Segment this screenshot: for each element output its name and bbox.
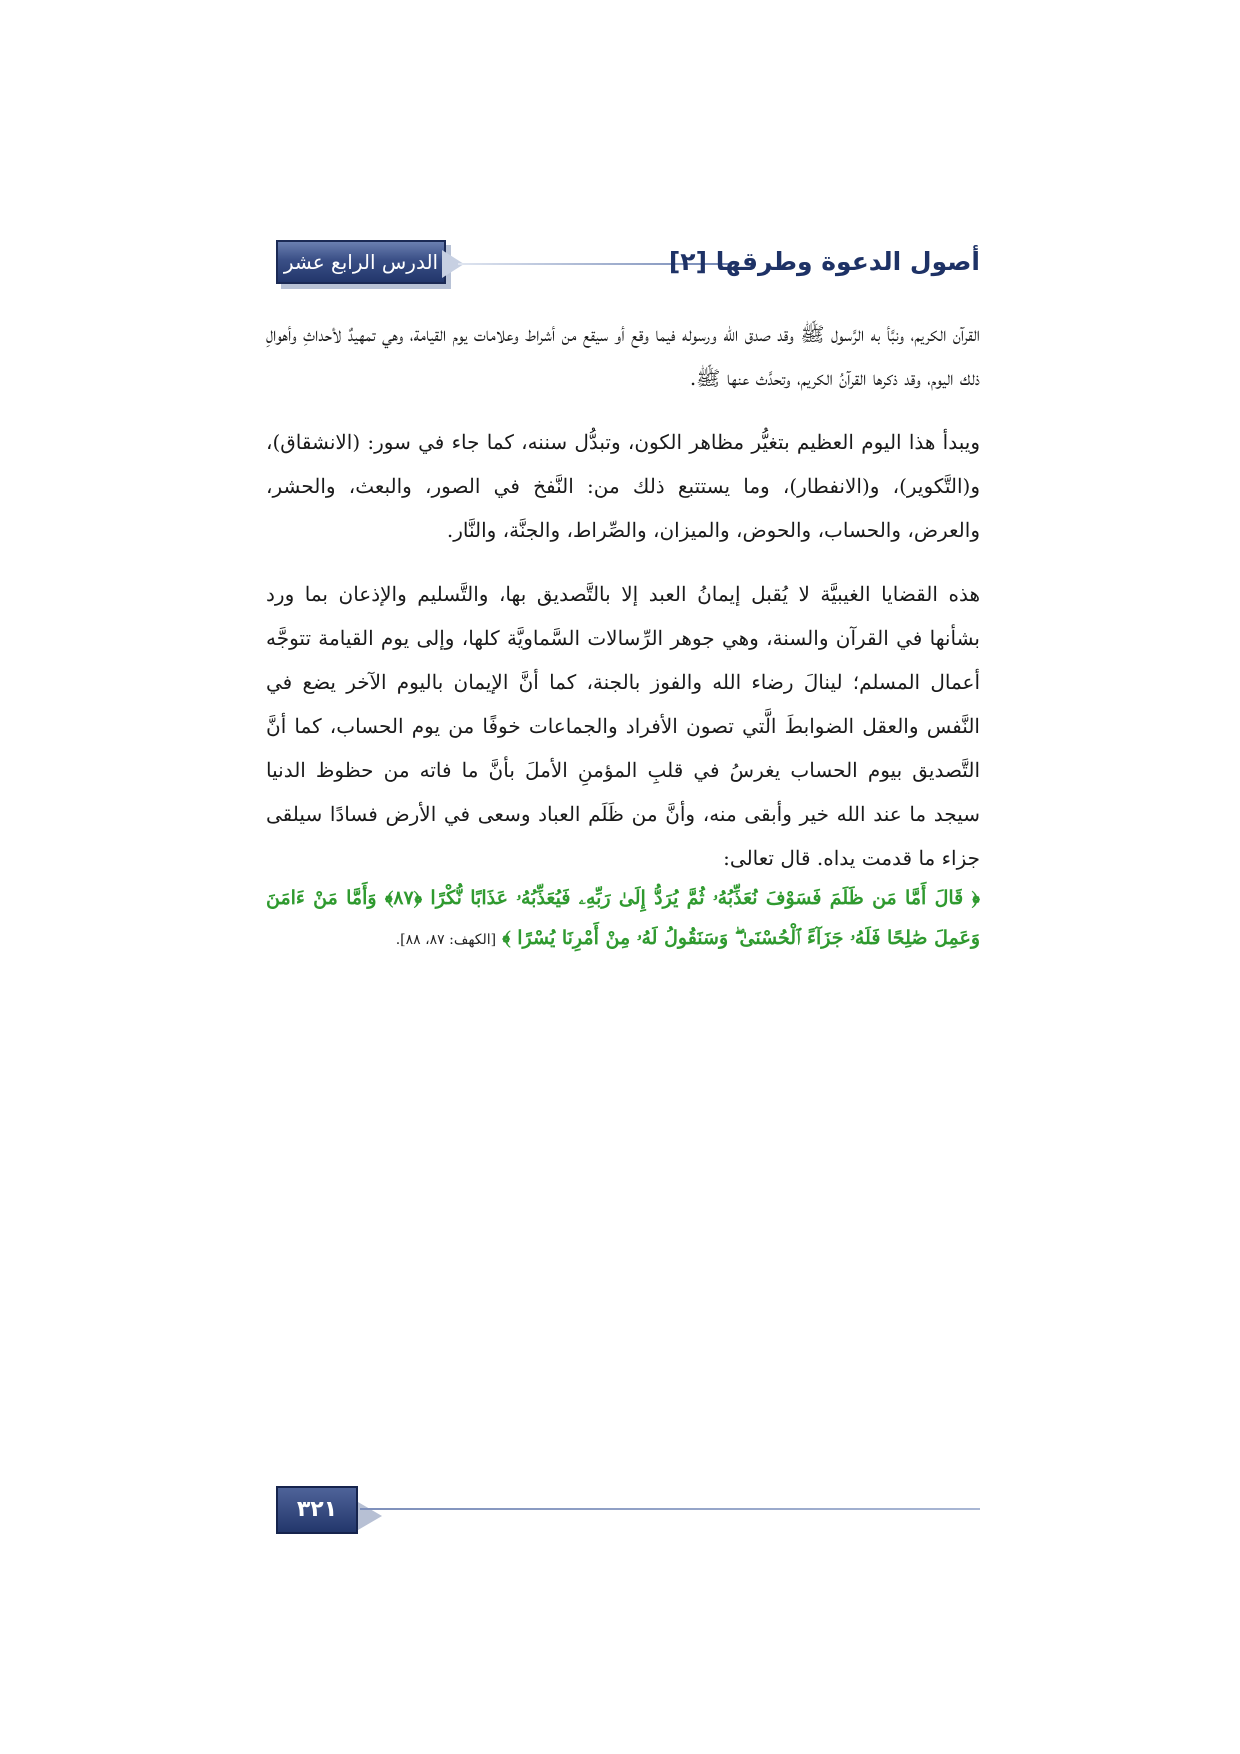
page-arrow-decoration — [358, 1502, 382, 1530]
quran-verse: ﴿ قَالَ أَمَّا مَن ظَلَمَ فَسَوْفَ نُعَذِّبُهُۥ ثُمَّ يُرَدُّ إِلَىٰ رَبِّهِۦ فَيُعَذِّبُهُۥ عَذَابًا نُّكْرًا ﴿٨٧﴾ وَأَمَّا مَنْ ءَامَنَ وَعَمِلَ صَٰلِحًا فَلَهُۥ جَزَآءً ٱلْحُسْنَىٰ ۖ وَسَنَقُولُ لَهُۥ مِنْ أَمْرِنَا يُسْرًا ﴾ — [266, 887, 980, 949]
paragraph-3: هذه القضايا الغيبيَّة لا يُقبل إيمانُ العبد إلا بالتَّصديق بها، والتَّسليم والإذعان بما ورد بشأنها في القرآن والسنة، وهي جوهر الرِّسالات السَّماويَّة كلها، وإلى يوم القيامة تتوجَّه أعمال المسلم؛ لينالَ رضاء الله والفوز بالجنة، كما أنَّ الإيمان باليوم الآخر يضع في النَّفس والعقل الضوابطَ الَّتي تصون الأفراد والجماعات خوفًا من يوم الحساب، كما أنَّ التَّصديق بيوم الحساب يغرسُ في قلبِ المؤمنِ الأملَ بأنَّ ما فاته من حظوظ الدنيا سيجد ما عند الله خير وأبقى منه، وأنَّ من ظَلَم العباد وسعى في الأرض فسادًا سيلقى جزاء ما قدمت يداه. قال تعالى: — [266, 582, 980, 870]
paragraph-1: القرآن الكريم، ونبَّأ به الرَّسول ﷺ وقد صدق الله ورسوله فيما وقع أو سيقع من أشراط وعلامات يوم القيامة، وهي تمهيدٌ لأحداثِ وأهوالِ ذلك اليوم، وقد ذكرها القرآنُ الكريم، وتحدَّث عنها ﷺ. — [266, 322, 980, 390]
page-footer — [272, 1486, 980, 1536]
page-number: ٣٢١ — [276, 1486, 358, 1534]
quran-verse-block — [266, 878, 980, 960]
verse-reference: [الكهف: ٨٧، ٨٨]. — [395, 932, 497, 948]
page-body — [266, 312, 980, 960]
footer-divider — [360, 1508, 980, 1510]
paragraph-2: ويبدأ هذا اليوم العظيم بتغيُّر مظاهر الكون، وتبدُّل سننه، كما جاء في سور: (الانشقاق)، و(التَّكوير)، و(الانفطار)، وما يستتبع ذلك من: النَّفخ في الصور، والبعث، والحشر، والعرض، والحساب، والحوض، والميزان، والصِّراط، والجنَّة، والنَّار. — [266, 430, 980, 542]
book-title: أصول الدعوة وطرقها [٢] — [668, 247, 980, 276]
lesson-badge: الدرس الرابع عشر — [276, 240, 446, 284]
page-header — [268, 236, 980, 292]
